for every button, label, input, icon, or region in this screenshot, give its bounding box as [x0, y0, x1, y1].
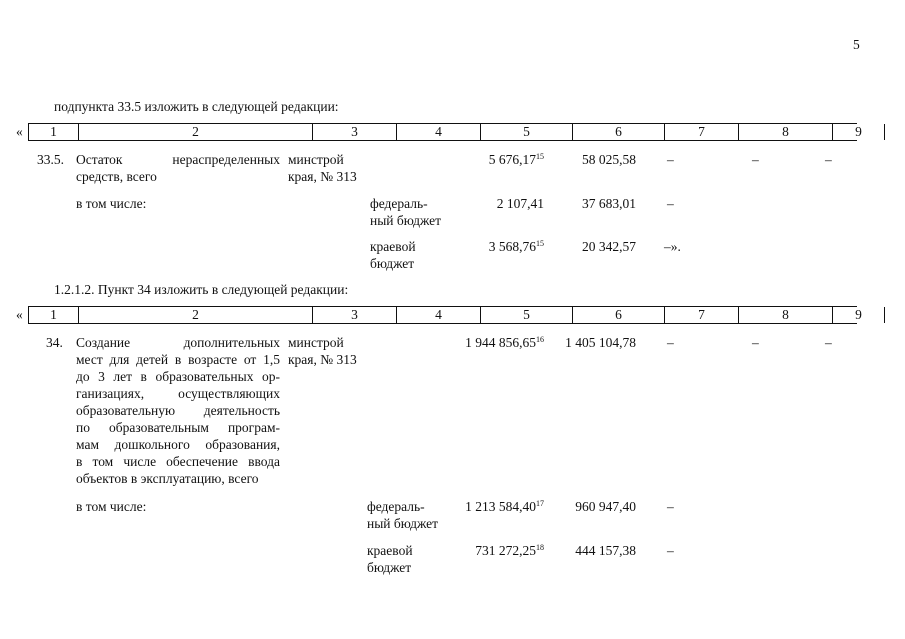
- including-label: в том числе:: [76, 499, 147, 514]
- row-number: 33.5.: [37, 152, 64, 167]
- header-col-4: 4: [397, 307, 481, 323]
- header-col-1: 1: [29, 124, 79, 140]
- federal-col7-value: –: [667, 196, 674, 211]
- row-col7-value: –: [667, 152, 674, 167]
- header-col-7: 7: [665, 307, 739, 323]
- row-col5-value: 1 944 856,65$^{16}$: [465, 335, 544, 350]
- section1-header-row: [28, 123, 862, 141]
- row-number: 34.: [46, 335, 63, 350]
- header-col-3: 3: [313, 124, 397, 140]
- federal-budget-label: федераль- ный бюджет: [370, 196, 442, 228]
- regional-col6-value: 20 342,57: [582, 239, 636, 254]
- header-col-6: 6: [573, 124, 665, 140]
- section2-intro: 1.2.1.2. Пункт 34 изложить в следующей редакции:: [54, 282, 349, 297]
- header-col-8: 8: [739, 124, 833, 140]
- row-col8-value: –: [752, 335, 759, 350]
- row-col9-value: –: [825, 152, 832, 167]
- including-label: в том числе:: [76, 196, 147, 211]
- row-executor: минстрой края, № 313: [288, 335, 357, 367]
- regional-col7-value: –».: [664, 239, 681, 254]
- row-description: Остаток нераспределенных средств, всего: [76, 152, 280, 184]
- row-col5-value: 5 676,17$^{15}$: [488, 152, 544, 167]
- federal-col6-value: 960 947,40: [575, 499, 636, 514]
- federal-col6-value: 37 683,01: [582, 196, 636, 211]
- federal-budget-label: федераль- ный бюджет: [367, 499, 439, 531]
- federal-col5-value: 2 107,41: [496, 196, 544, 211]
- header-col-9: 9: [833, 307, 885, 323]
- header-col-8: 8: [739, 307, 833, 323]
- section1-intro: подпункта 33.5 изложить в следующей редакции:: [54, 99, 339, 114]
- row-col9-value: –: [825, 335, 832, 350]
- header-col-7: 7: [665, 124, 739, 140]
- regional-col6-value: 444 157,38: [575, 543, 636, 558]
- row-col6-value: 58 025,58: [582, 152, 636, 167]
- header-col-2: 2: [79, 307, 313, 323]
- regional-col7-value: –: [667, 543, 674, 558]
- header-col-3: 3: [313, 307, 397, 323]
- row-executor: минстрой края, № 313: [288, 152, 357, 184]
- regional-budget-label: краевой бюджет: [367, 543, 413, 575]
- regional-col5-value: 731 272,25$^{18}$: [475, 543, 544, 558]
- row-col6-value: 1 405 104,78: [565, 335, 636, 350]
- federal-col5-value: 1 213 584,40$^{17}$: [465, 499, 544, 514]
- header-col-9: 9: [833, 124, 885, 140]
- section1-quote-mark: «: [16, 124, 23, 139]
- section2-quote-mark: «: [16, 307, 23, 322]
- page-number: 5: [853, 37, 860, 52]
- header-col-4: 4: [397, 124, 481, 140]
- row-col8-value: –: [752, 152, 759, 167]
- section2-header-row: [28, 306, 862, 324]
- federal-col7-value: –: [667, 499, 674, 514]
- header-col-2: 2: [79, 124, 313, 140]
- header-col-6: 6: [573, 307, 665, 323]
- row-description: Создание дополнительных мест для детей в возрасте от 1,5 до 3 лет в образовательных ор- ганизациях, осуществляющих образовательную деятельность по образовательным програм- мам дошкольного образования, в том числе обеспечение ввода объектов в эксплуатацию, всего: [76, 335, 280, 486]
- header-col-5: 5: [481, 124, 573, 140]
- header-col-5: 5: [481, 307, 573, 323]
- regional-budget-label: краевой бюджет: [370, 239, 416, 271]
- row-col7-value: –: [667, 335, 674, 350]
- header-col-1: 1: [29, 307, 79, 323]
- regional-col5-value: 3 568,76$^{15}$: [488, 239, 544, 254]
